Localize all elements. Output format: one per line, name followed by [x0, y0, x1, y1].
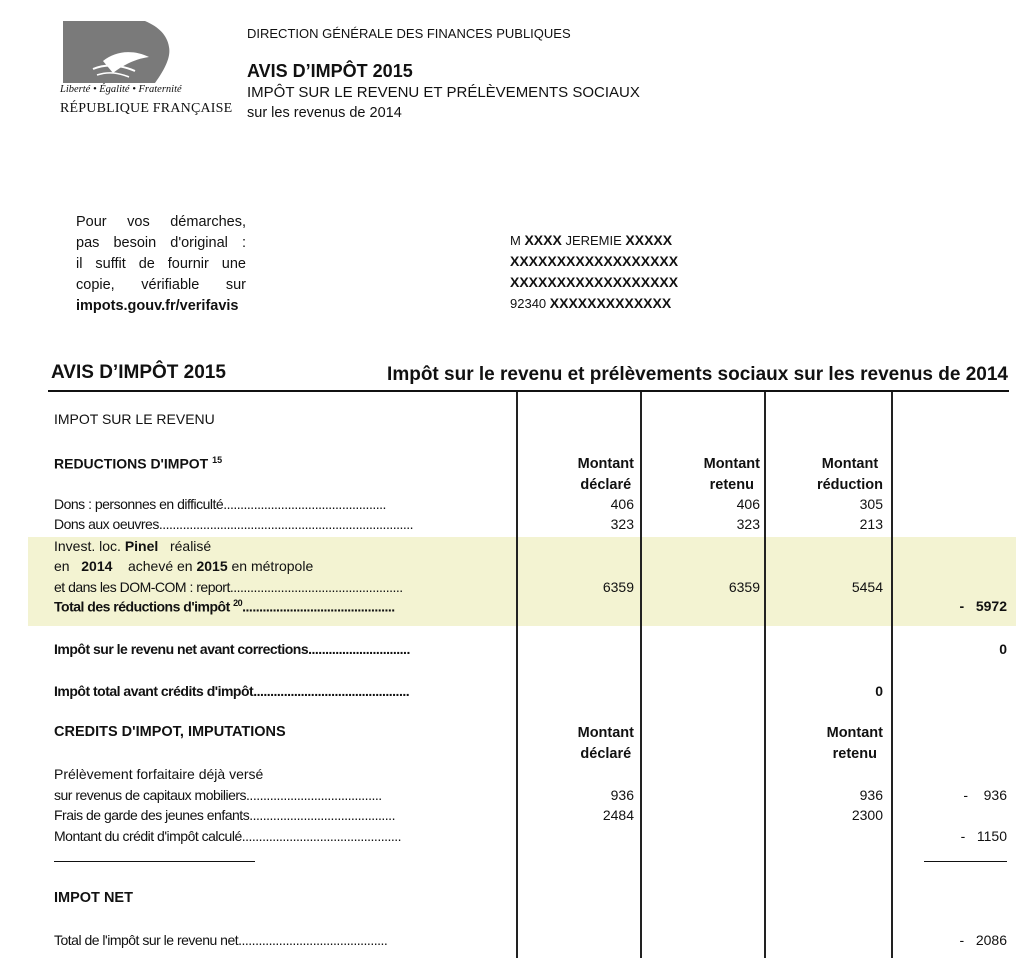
section-heading: IMPOT SUR LE REVENU	[54, 411, 215, 427]
row-label: Frais de garde des jeunes enfants...........................................	[54, 807, 395, 823]
section-title: AVIS D’IMPÔT 2015	[51, 362, 226, 383]
row-label: Total de l'impôt sur le revenu net............................................	[54, 932, 388, 948]
cell-value: 6359	[602, 579, 634, 595]
cell-value: 2300	[851, 807, 883, 823]
row-label: Invest. loc. Pinel réalisé	[54, 538, 212, 554]
credits-heading: CREDITS D'IMPOT, IMPUTATIONS	[54, 724, 286, 740]
row-label: Impôt total avant crédits d'impôt..............................................	[54, 683, 410, 699]
address-city: 92340 XXXXXXXXXXXXX	[510, 295, 672, 311]
cell-value: 0	[999, 641, 1007, 657]
reductions-heading: REDUCTIONS D'IMPOT $^{15}$	[54, 455, 223, 472]
republic-name: RÉPUBLIQUE FRANÇAISE	[60, 101, 233, 116]
note-line: copie, vérifiable sur	[76, 277, 246, 293]
total-net-value: - 2086	[959, 932, 1007, 948]
cell-value: 936	[859, 787, 883, 803]
column-header-declared: Montant déclaré	[577, 725, 634, 762]
column-divider	[516, 392, 518, 958]
cell-value: 406	[736, 496, 760, 512]
republic-motto: Liberté • Égalité • Fraternité	[60, 84, 182, 95]
row-label: Prélèvement forfaitaire déjà versé	[54, 766, 264, 782]
recipient-address	[510, 230, 678, 314]
verification-note	[76, 212, 246, 317]
row-label: Dons : personnes en difficulté................................................	[54, 496, 386, 512]
column-divider	[764, 392, 766, 958]
address-line: XXXXXXXXXXXXXXXXXX	[510, 274, 679, 290]
recipient-name: M XXXX JEREMIE XXXXX	[510, 232, 673, 248]
cell-value: 323	[610, 516, 634, 532]
note-line: pas besoin d'original :	[76, 235, 246, 251]
column-header-retained: Montant retenu	[703, 456, 760, 493]
address-line: XXXXXXXXXXXXXXXXXX	[510, 253, 679, 269]
impot-net-heading: IMPOT NET	[54, 890, 133, 906]
section-divider	[48, 390, 1009, 392]
cell-value: - 1150	[960, 828, 1007, 844]
column-header-declared: Montant déclaré	[577, 456, 634, 493]
row-label-total: Total des réductions d'impôt $^{20}$.............................................	[54, 598, 395, 615]
subtotal-rule	[924, 861, 1007, 862]
row-label: Dons aux oeuvres...........................................................................	[54, 516, 414, 532]
notice-year-line: sur les revenus de 2014	[247, 105, 402, 121]
note-line: Pour vos démarches,	[76, 214, 246, 230]
cell-value: 0	[875, 683, 883, 699]
notice-title: AVIS D’IMPÔT 2015	[247, 61, 413, 81]
cell-value: 323	[736, 516, 760, 532]
subtotal-rule	[54, 861, 255, 862]
note-line: il suffit de fournir une	[76, 256, 246, 272]
marianne-logo	[63, 21, 227, 83]
column-header-retained: Montant retenu	[826, 725, 883, 762]
verification-link[interactable]: impots.gouv.fr/verifavis	[76, 298, 239, 314]
row-label: et dans les DOM-COM : report...................................................	[54, 579, 403, 595]
total-reductions-value: - 5972	[959, 598, 1007, 614]
row-label: Impôt sur le revenu net avant corrections..............................	[54, 641, 410, 657]
cell-value: - 936	[963, 787, 1007, 803]
row-label: sur revenus de capitaux mobiliers........................................	[54, 787, 382, 803]
marianne-icon	[63, 21, 227, 83]
cell-value: 936	[610, 787, 634, 803]
section-subtitle: Impôt sur le revenu et prélèvements sociaux sur les revenus de 2014	[387, 364, 1008, 385]
cell-value: 5454	[851, 579, 883, 595]
row-label: en 2014 achevé en 2015 en métropole	[54, 558, 314, 574]
cell-value: 6359	[728, 579, 760, 595]
row-label: Montant du crédit d'impôt calculé...............................................	[54, 828, 402, 844]
cell-value: 406	[610, 496, 634, 512]
notice-subtitle: IMPÔT SUR LE REVENU ET PRÉLÈVEMENTS SOCIAUX	[247, 84, 640, 101]
cell-value: 305	[859, 496, 883, 512]
column-divider	[640, 392, 642, 958]
cell-value: 213	[859, 516, 883, 532]
cell-value: 2484	[602, 807, 634, 823]
column-header-reduction: Montant réduction	[816, 456, 883, 493]
dgfip-label: DIRECTION GÉNÉRALE DES FINANCES PUBLIQUES	[247, 26, 571, 41]
column-divider	[891, 392, 893, 958]
